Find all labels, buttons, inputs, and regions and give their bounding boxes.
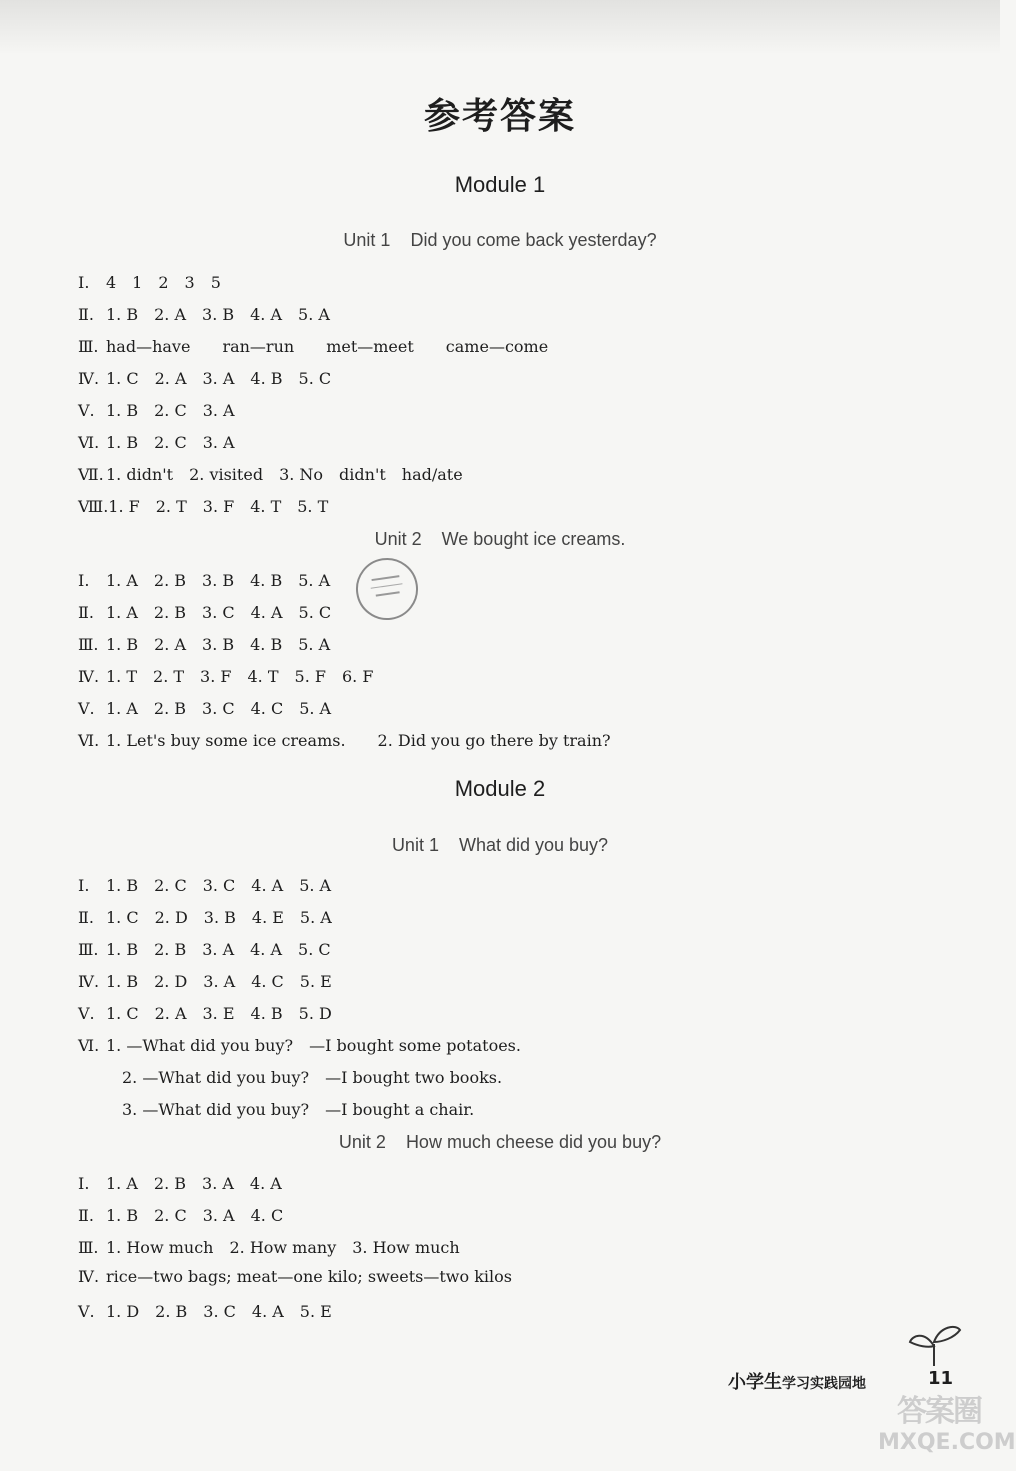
answer-line: Ⅰ. 4 1 2 3 5 [78,273,221,292]
watermark-logo [878,1386,1016,1471]
brand-main: 小学生 [728,1372,782,1393]
footer-brand [728,1368,866,1394]
answer-line: Ⅱ. 1. B 2. A 3. B 4. A 5. A [78,305,330,324]
answer-line: Ⅵ. 1. Let's buy some ice creams. 2. Did you go there by train? [78,731,611,750]
answer-line: Ⅴ. 1. C 2. A 3. E 4. B 5. D [78,1004,332,1023]
unit-title: Did you come back yesterday? [410,230,657,250]
answer-line: Ⅳ. 1. B 2. D 3. A 4. C 5. E [78,972,332,991]
answer-line: 2. —What did you buy? —I bought two books. [106,1068,503,1087]
brand-sub: 学习实践园地 [782,1376,866,1392]
answer-line: Ⅴ. 1. D 2. B 3. C 4. A 5. E [78,1302,332,1321]
answer-line: Ⅰ. 1. A 2. B 3. B 4. B 5. A [78,571,331,590]
watermark-url: MXQE.COM [878,1430,1016,1455]
watermark-text: 答案圈 [897,1394,981,1429]
answer-line: Ⅴ. 1. B 2. C 3. A [78,401,235,420]
answer-line: Ⅲ. 1. How much 2. How many 3. How much [78,1238,460,1257]
stamp-mark-icon [364,563,409,608]
page-title: 参考答案 [423,96,576,137]
answer-line: Ⅵ. 1. B 2. C 3. A [78,433,235,452]
module-2-heading: Module 2 [454,776,546,801]
module-2-unit-2-heading [0,1132,1000,1153]
faint-stamp-image [352,554,422,624]
scan-edge [0,0,1000,55]
module-2-unit-1-heading [0,835,1000,856]
answer-line: Ⅱ. 1. A 2. B 3. C 4. A 5. C [78,603,332,622]
answer-line: Ⅲ. 1. B 2. B 3. A 4. A 5. C [78,940,331,959]
answer-line: Ⅲ. 1. B 2. A 3. B 4. B 5. A [78,635,331,654]
unit-title: What did you buy? [458,835,609,855]
unit-label: Unit 1 [343,230,391,250]
unit-title: How much cheese did you buy? [405,1132,662,1152]
answer-line: Ⅳ. 1. T 2. T 3. F 4. T 5. F 6. F [78,667,374,686]
module-1-unit-1-heading [0,230,1000,251]
plant-sprout-icon [906,1322,962,1366]
answer-line: 3. —What did you buy? —I bought a chair. [106,1100,475,1119]
page-number: 11 [928,1368,954,1389]
module-1-unit-2-heading [0,529,1000,550]
answer-line: Ⅰ. 1. A 2. B 3. A 4. A [78,1174,282,1193]
answer-line: Ⅲ. had—have ran—run met—meet came—come [78,337,549,356]
answer-line: Ⅷ.1. F 2. T 3. F 4. T 5. T [78,497,329,516]
unit-title: We bought ice creams. [441,529,626,549]
answer-line: Ⅳ. 1. C 2. A 3. A 4. B 5. C [78,369,332,388]
answer-line: Ⅱ. 1. C 2. D 3. B 4. E 5. A [78,908,332,927]
unit-label: Unit 2 [374,529,422,549]
module-1-heading: Module 1 [454,172,546,197]
answer-line: Ⅰ. 1. B 2. C 3. C 4. A 5. A [78,876,332,895]
answer-line: Ⅵ. 1. —What did you buy? —I bought some potatoes. [78,1036,521,1055]
answer-line: Ⅱ. 1. B 2. C 3. A 4. C [78,1206,284,1225]
unit-label: Unit 2 [338,1132,386,1152]
answer-line: Ⅳ. rice—two bags; meat—one kilo; sweets—two kilos [78,1267,512,1286]
answer-line: Ⅶ. 1. didn't 2. visited 3. No didn't had/ate [78,465,463,484]
unit-label: Unit 1 [391,835,439,855]
answer-line: Ⅴ. 1. A 2. B 3. C 4. C 5. A [78,699,332,718]
